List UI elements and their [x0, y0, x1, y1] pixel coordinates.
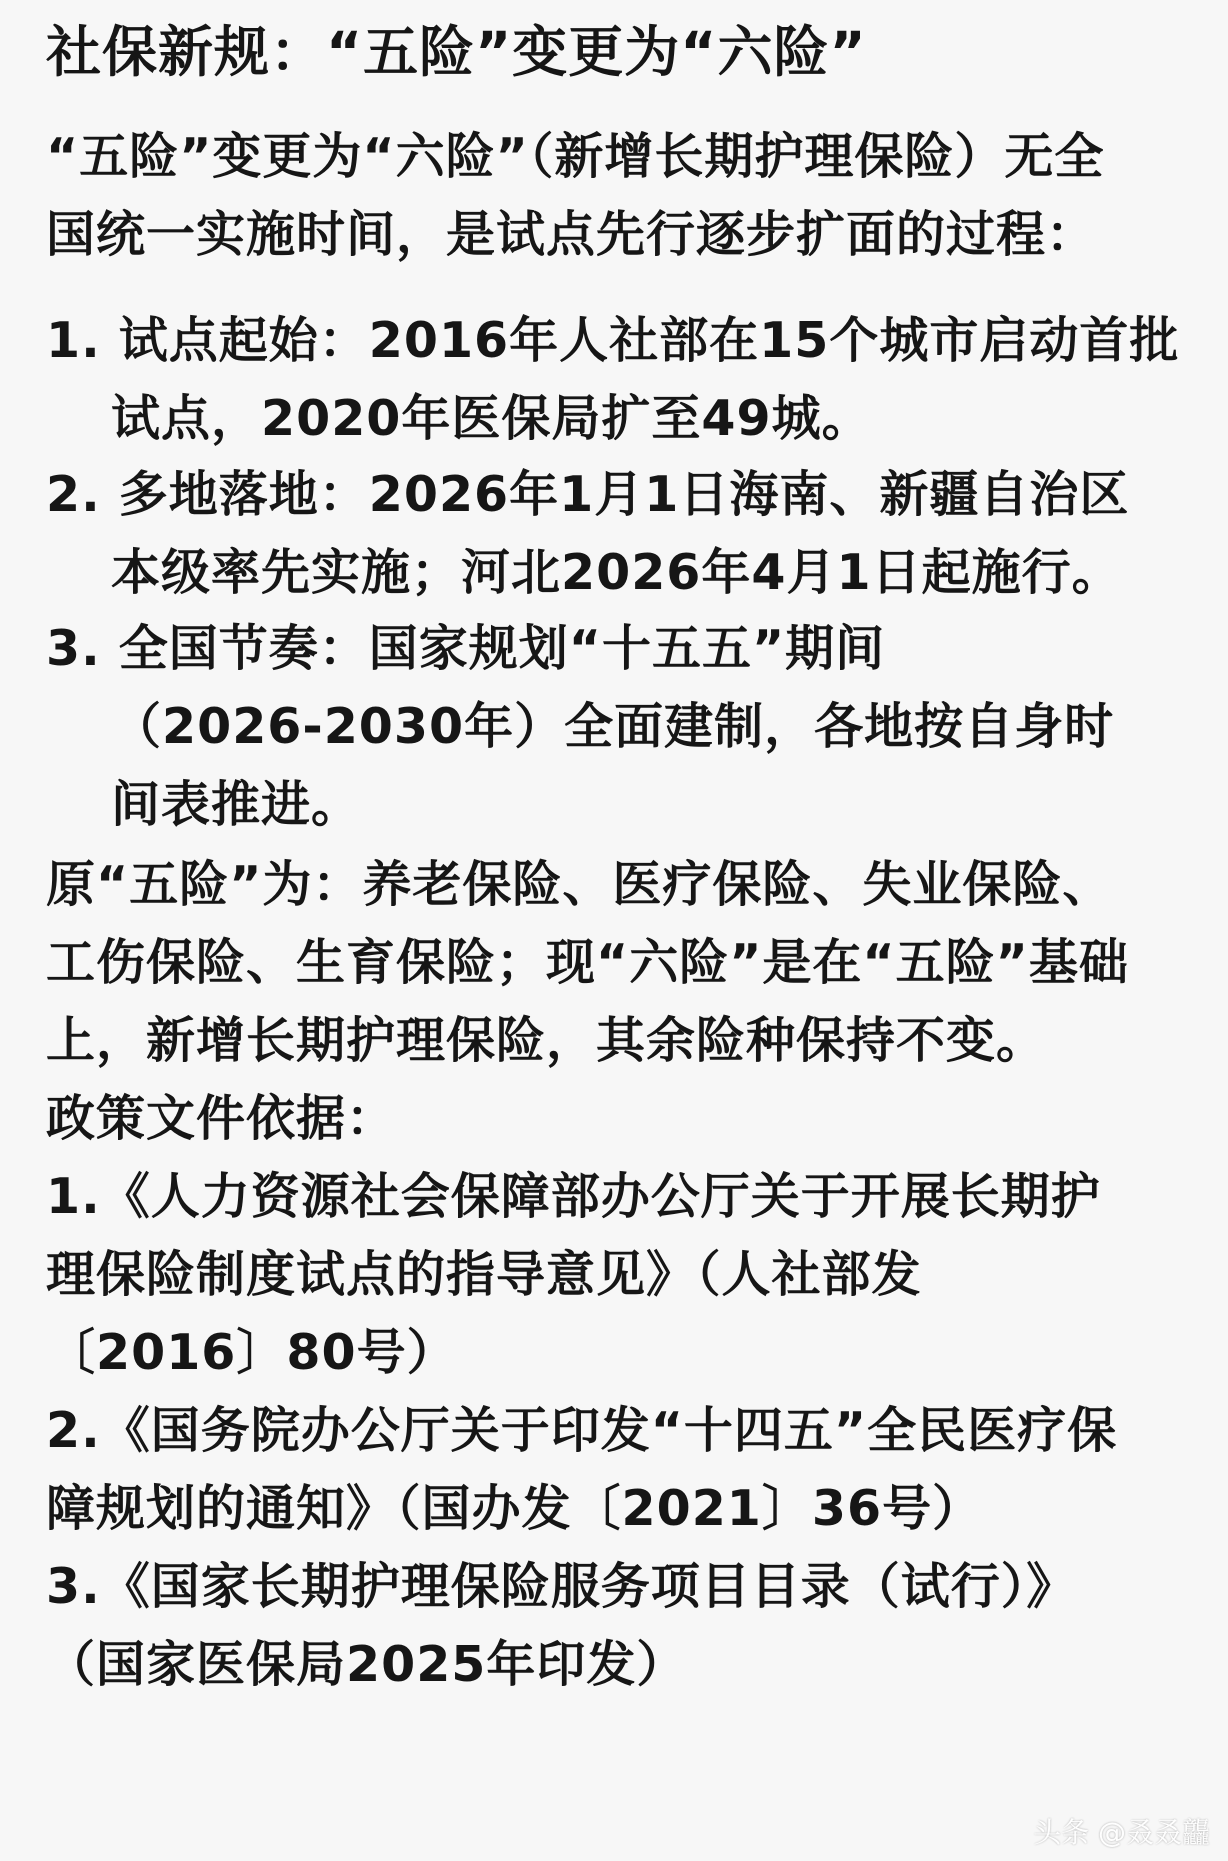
summary-line-3: 上，新增长期护理保险，其余险种保持不变。: [46, 1012, 1047, 1069]
policy-doc-3-line-1: 3.《国家长期护理保险服务项目目录（试行）》: [46, 1558, 1077, 1615]
watermark: 头条 @叒叒龘: [1033, 1816, 1210, 1849]
intro-paragraph: [46, 118, 1196, 274]
summary-line-2: 工伤保险、生育保险；现“六险”是在“五险”基础: [46, 934, 1129, 991]
list-item: [46, 302, 1196, 458]
summary-paragraph: [46, 846, 1196, 1080]
policy-doc-1-line-1: 1.《人力资源社会保障部办公厅关于开展长期护: [46, 1168, 1101, 1225]
intro-line-2: 国统一实施时间，是试点先行逐步扩面的过程：: [46, 206, 1097, 263]
item-2-line-1: 2. 多地落地：2026年1月1日海南、新疆自治区: [46, 466, 1130, 523]
list-item: [46, 456, 1196, 612]
item-3-line-1: 3. 全国节奏：国家规划“十五五”期间: [46, 620, 886, 677]
policy-doc-2-line-1: 2.《国务院办公厅关于印发“十四五”全民医疗保: [46, 1402, 1118, 1459]
policy-section: [46, 1080, 1196, 1704]
summary-line-1: 原“五险”为：养老保险、医疗保险、失业保险、: [46, 856, 1113, 913]
policy-doc-1-line-2: 理保险制度试点的指导意见》（人社部发: [46, 1246, 922, 1303]
policy-doc-3-line-2: （国家医保局2025年印发）: [46, 1636, 687, 1693]
policy-doc-1-line-3: 〔2016〕80号）: [46, 1324, 457, 1381]
item-3-line-3: 间表推进。: [111, 776, 362, 833]
item-1-line-2: 试点，2020年医保局扩至49城。: [111, 390, 872, 447]
intro-line-1: “五险”变更为“六险”（新增长期护理保险）无全: [46, 128, 1105, 185]
item-3-line-2: （2026-2030年）全面建制，各地按自身时: [112, 698, 1115, 755]
page-title: 社保新规：“五险”变更为“六险”: [46, 20, 867, 84]
policy-doc-2-line-2: 障规划的通知》（国办发〔2021〕36号）: [46, 1480, 983, 1537]
item-1-line-1: 1. 试点起始：2016年人社部在15个城市启动首批: [46, 312, 1180, 369]
item-2-line-2: 本级率先实施；河北2026年4月1日起施行。: [111, 544, 1122, 601]
policy-heading: 政策文件依据：: [46, 1090, 397, 1147]
list-item: [46, 610, 1196, 844]
